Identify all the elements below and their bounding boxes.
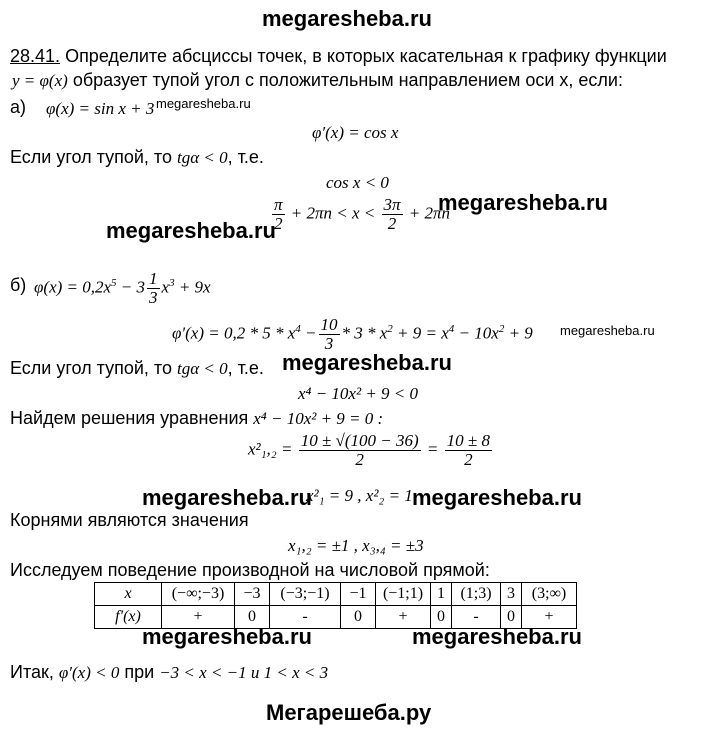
table-cell: + bbox=[522, 606, 577, 629]
part-b-condition bbox=[10, 358, 264, 379]
exp-5: 5 bbox=[111, 276, 117, 289]
frac-den: 2 bbox=[464, 450, 473, 469]
exp-2b: 2 bbox=[498, 322, 505, 335]
part-b-cond-math: tgα < 0 bbox=[176, 359, 228, 378]
roots-eq: = bbox=[426, 439, 439, 459]
problem-function: y = φ(x) bbox=[12, 71, 68, 90]
deriv-minus: − bbox=[305, 323, 317, 343]
footer-watermark: Мегарешеба.ру bbox=[266, 700, 432, 725]
table-cell: 0 bbox=[235, 606, 270, 629]
frac-den: 2 bbox=[387, 214, 397, 233]
func-pre: φ(x) = 0,2x bbox=[34, 277, 112, 297]
roots-frac-2 bbox=[445, 432, 492, 469]
table-cell: 0 bbox=[501, 606, 522, 629]
part-b-cond-tail: , т.е. bbox=[227, 358, 264, 378]
exp-4: 4 bbox=[295, 322, 301, 335]
table-cell: + bbox=[376, 606, 431, 629]
watermark-3: megaresheba.ru bbox=[106, 218, 276, 243]
conclusion bbox=[10, 662, 328, 683]
deriv-eq: + 9 = x bbox=[397, 323, 449, 343]
part-b-label: б) bbox=[10, 275, 27, 295]
conclusion-math: φ′(x) < 0 bbox=[58, 663, 120, 682]
frac-num: π bbox=[274, 195, 283, 214]
frac-num: 10 ± √(100 − 36) bbox=[300, 431, 419, 450]
exp-2: 2 bbox=[387, 322, 393, 335]
sign-table-header bbox=[95, 583, 577, 606]
roots-formula bbox=[248, 432, 494, 469]
conclusion-text: Итак, bbox=[10, 662, 54, 682]
func-tail: + 9x bbox=[178, 277, 211, 297]
table-cell: −1 bbox=[341, 583, 376, 606]
part-b-function bbox=[34, 270, 211, 307]
ineq-tail: + 2πn bbox=[408, 203, 451, 223]
frac-1-3 bbox=[147, 270, 160, 307]
roots-frac-1 bbox=[299, 432, 421, 469]
part-a-cond-tail: , т.е. bbox=[227, 147, 264, 167]
table-cell: 3 bbox=[501, 583, 522, 606]
deriv-pre: φ′(x) = 0,2 * 5 * x bbox=[172, 323, 296, 343]
watermark-small-2: megaresheba.ru bbox=[560, 323, 655, 338]
roots-final: x₁,₂ = ±1 , x₃,₄ = ±3 bbox=[288, 536, 424, 555]
part-a-label: а) bbox=[10, 97, 27, 117]
watermark-6: megaresheba.ru bbox=[412, 485, 582, 510]
table-cell: (−∞;−3) bbox=[162, 583, 235, 606]
study-text: Исследуем поведение производной на числовой прямой: bbox=[10, 560, 490, 580]
deriv-end: − 10x bbox=[458, 323, 499, 343]
watermark-5: megaresheba.ru bbox=[142, 485, 312, 510]
problem-line-1 bbox=[10, 46, 667, 67]
part-b-cond-text: Если угол тупой, то bbox=[10, 358, 172, 378]
part-b-inequality: x⁴ − 10x² + 9 < 0 bbox=[298, 384, 419, 403]
table-cell: (3;∞) bbox=[522, 583, 577, 606]
ineq-middle: + 2πn < x < bbox=[290, 203, 376, 223]
part-a-cond-text: Если угол тупой, то bbox=[10, 147, 172, 167]
part-a-ineq-2 bbox=[270, 196, 450, 233]
frac-num: 10 bbox=[320, 315, 338, 334]
sign-table bbox=[94, 582, 577, 629]
frac-den: 2 bbox=[355, 450, 364, 469]
conclusion-range: −3 < x < −1 и 1 < x < 3 bbox=[159, 663, 329, 682]
table-cell: −3 bbox=[235, 583, 270, 606]
deriv-plus9: + 9 bbox=[508, 323, 533, 343]
watermark-small-1: megaresheba.ru bbox=[156, 96, 251, 111]
frac-3pi-2 bbox=[382, 196, 403, 233]
table-cell: - bbox=[452, 606, 501, 629]
solve-equation: x⁴ − 10x² + 9 = 0 : bbox=[253, 409, 384, 428]
solve-line bbox=[10, 408, 383, 429]
roots-text: Корнями являются значения bbox=[10, 510, 249, 530]
table-cell: - bbox=[270, 606, 341, 629]
table-cell: (1;3) bbox=[452, 583, 501, 606]
watermark-header: megaresheba.ru bbox=[262, 6, 432, 31]
table-cell: (−3;−1) bbox=[270, 583, 341, 606]
solve-text: Найдем решения уравнения bbox=[10, 408, 249, 428]
frac-den: 3 bbox=[149, 288, 158, 307]
problem-text-2: образует тупой угол с положительным направлением оси х, если: bbox=[72, 70, 623, 90]
frac-10-3 bbox=[319, 316, 340, 353]
watermark-2: megaresheba.ru bbox=[438, 190, 608, 215]
problem-number: 28.41. bbox=[10, 46, 61, 66]
part-a-cond-math: tgα < 0 bbox=[176, 148, 228, 167]
roots-values: x²₁ = 9 , x²₂ = 1 bbox=[306, 486, 413, 505]
watermark-4: megaresheba.ru bbox=[282, 350, 452, 375]
roots-lhs: x²₁,₂ = bbox=[248, 439, 293, 459]
frac-num: 1 bbox=[149, 269, 158, 288]
table-cell: x bbox=[95, 583, 162, 606]
part-a-derivative: φ′(x) = cos x bbox=[312, 123, 399, 142]
table-cell: + bbox=[162, 606, 235, 629]
part-a-condition bbox=[10, 147, 264, 168]
part-a-ineq-1: cos x < 0 bbox=[326, 173, 389, 192]
func-mid: − 3 bbox=[120, 277, 146, 297]
func-x: x bbox=[161, 277, 170, 297]
conclusion-pri: при bbox=[124, 662, 155, 682]
watermark-7: megaresheba.ru bbox=[142, 624, 312, 649]
table-cell: (−1;1) bbox=[376, 583, 431, 606]
exp-3: 3 bbox=[169, 276, 175, 289]
frac-num: 10 ± 8 bbox=[446, 431, 490, 450]
exp-4b: 4 bbox=[448, 322, 455, 335]
table-cell: 0 bbox=[431, 606, 452, 629]
part-b-derivative bbox=[172, 316, 533, 353]
watermark-8: megaresheba.ru bbox=[412, 624, 582, 649]
problem-line-2 bbox=[12, 70, 623, 91]
table-cell: f′(x) bbox=[95, 606, 162, 629]
table-cell: 0 bbox=[341, 606, 376, 629]
frac-num: 3π bbox=[383, 195, 401, 214]
table-cell: 1 bbox=[431, 583, 452, 606]
deriv-mid: * 3 * x bbox=[341, 323, 388, 343]
part-a-function: φ(x) = sin x + 3 bbox=[46, 99, 155, 118]
problem-text-1: Определите абсциссы точек, в которых касательная к графику функции bbox=[65, 46, 667, 66]
frac-den: 3 bbox=[324, 334, 334, 353]
frac-den: 2 bbox=[274, 214, 283, 233]
